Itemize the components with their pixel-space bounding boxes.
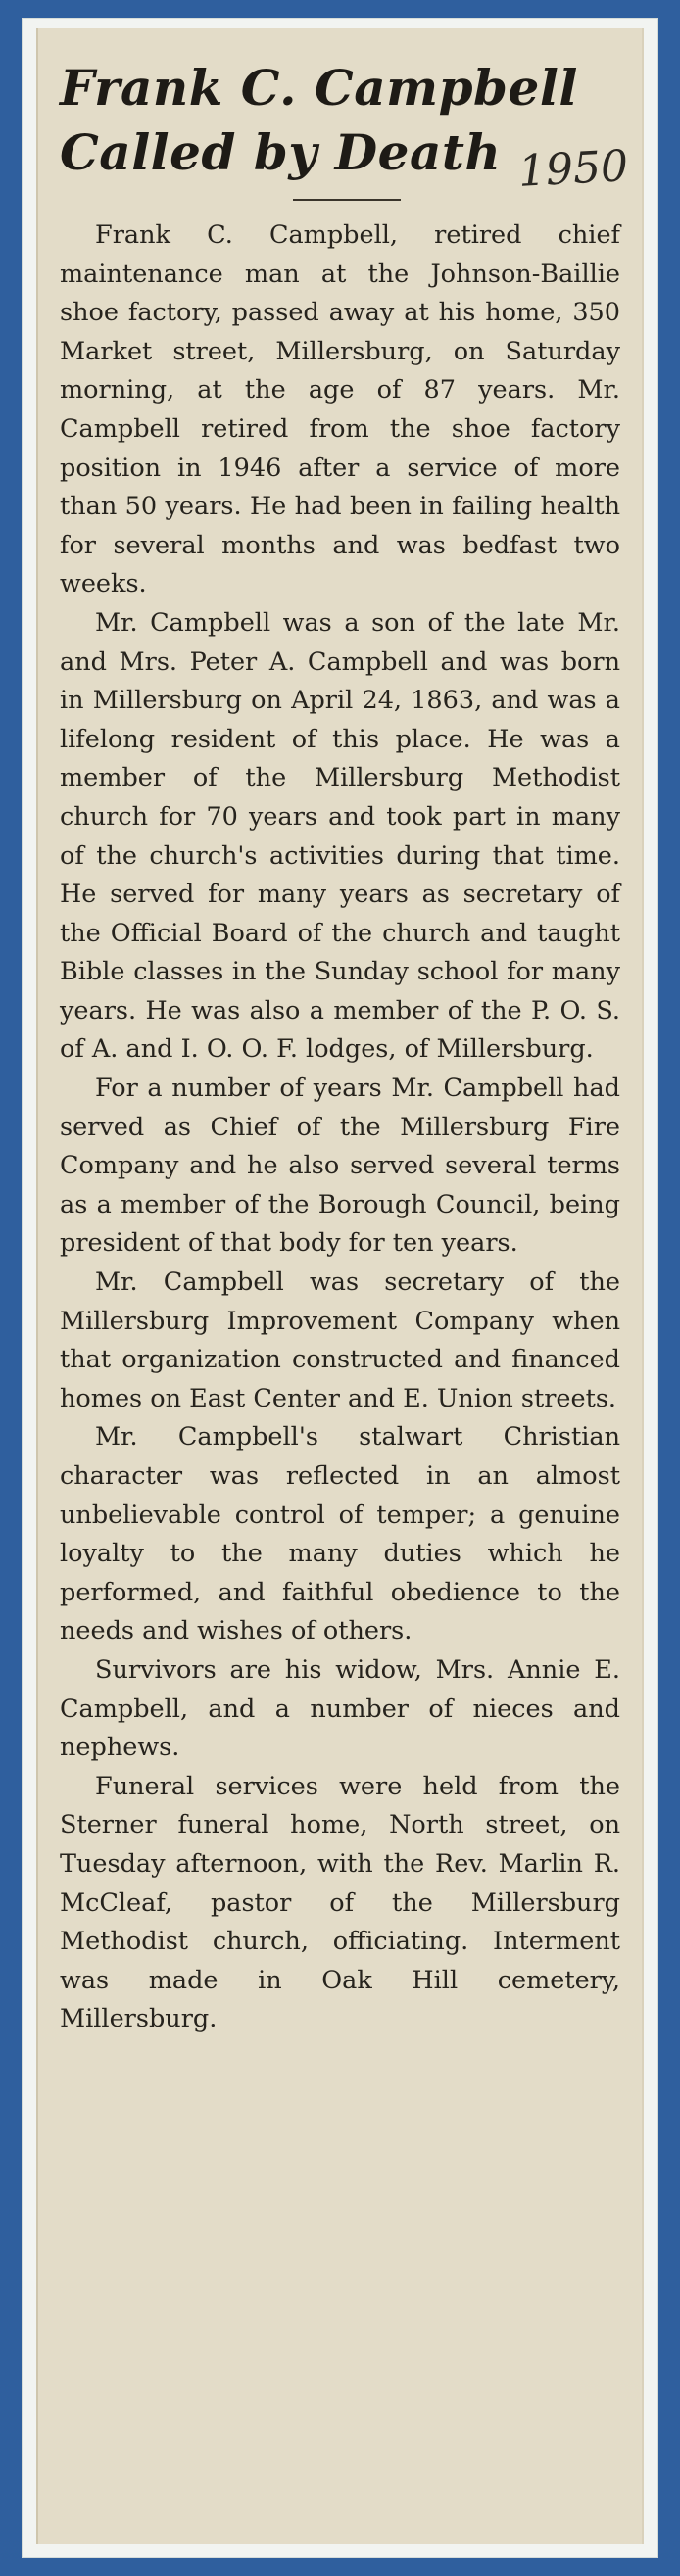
headline-line-1: Frank C. Campbell xyxy=(60,59,578,117)
paragraph-1: Frank C. Campbell, retired chief maintenance man at the Johnson-Baillie shoe factory, passed away at his home, 350 Market street, Millersburg, on Saturday morning, at the age of 87 years. Mr. Campbell retired from the shoe factory position in 1946 after a service of more than 50 years. He had been in failing health for several months and was bedfast two weeks. xyxy=(60,220,620,599)
article-body xyxy=(60,216,620,2039)
scan-frame xyxy=(22,18,658,2558)
headline-line-2: Called by Death xyxy=(60,123,502,181)
paragraph-3: For a number of years Mr. Campbell had served as Chief of the Millersburg Fire Company and he also served several terms as a member of the Borough Council, being president of that body for ten years. xyxy=(60,1073,620,1259)
paragraph-6: Survivors are his widow, Mrs. Annie E. Campbell, and a number of nieces and nephews. xyxy=(60,1654,620,1763)
newspaper-clipping xyxy=(36,28,644,2544)
paragraph-2: Mr. Campbell was a son of the late Mr. and Mrs. Peter A. Campbell and was born in Millersburg on April 24, 1863, and was a lifelong resident of this place. He was a member of the Millersburg Methodist church for 70 years and took part in many of the church's activities during that time. He served for many years as secretary of the Official Board of the church and taught Bible classes in the Sunday school for many years. He was also a member of the P. O. S. of A. and I. O. O. F. lodges, of Millersburg. xyxy=(60,607,620,1065)
headline-divider xyxy=(293,199,401,201)
handwritten-year: 1950 xyxy=(516,141,630,197)
paragraph-4: Mr. Campbell was secretary of the Millersburg Improvement Company when that organization constructed and financed homes on East Center and E. Union streets. xyxy=(60,1267,620,1413)
paragraph-5: Mr. Campbell's stalwart Christian character was reflected in an almost unbelievable control of temper; a genuine loyalty to the many duties which he performed, and faithful obedience to the needs and wishes of others. xyxy=(60,1422,620,1646)
paragraph-7: Funeral services were held from the Sterner funeral home, North street, on Tuesday afternoon, with the Rev. Marlin R. McCleaf, pastor of the Millersburg Methodist church, officiating. Interment was made in Oak Hill cemetery, Millersburg. xyxy=(60,1771,620,2034)
